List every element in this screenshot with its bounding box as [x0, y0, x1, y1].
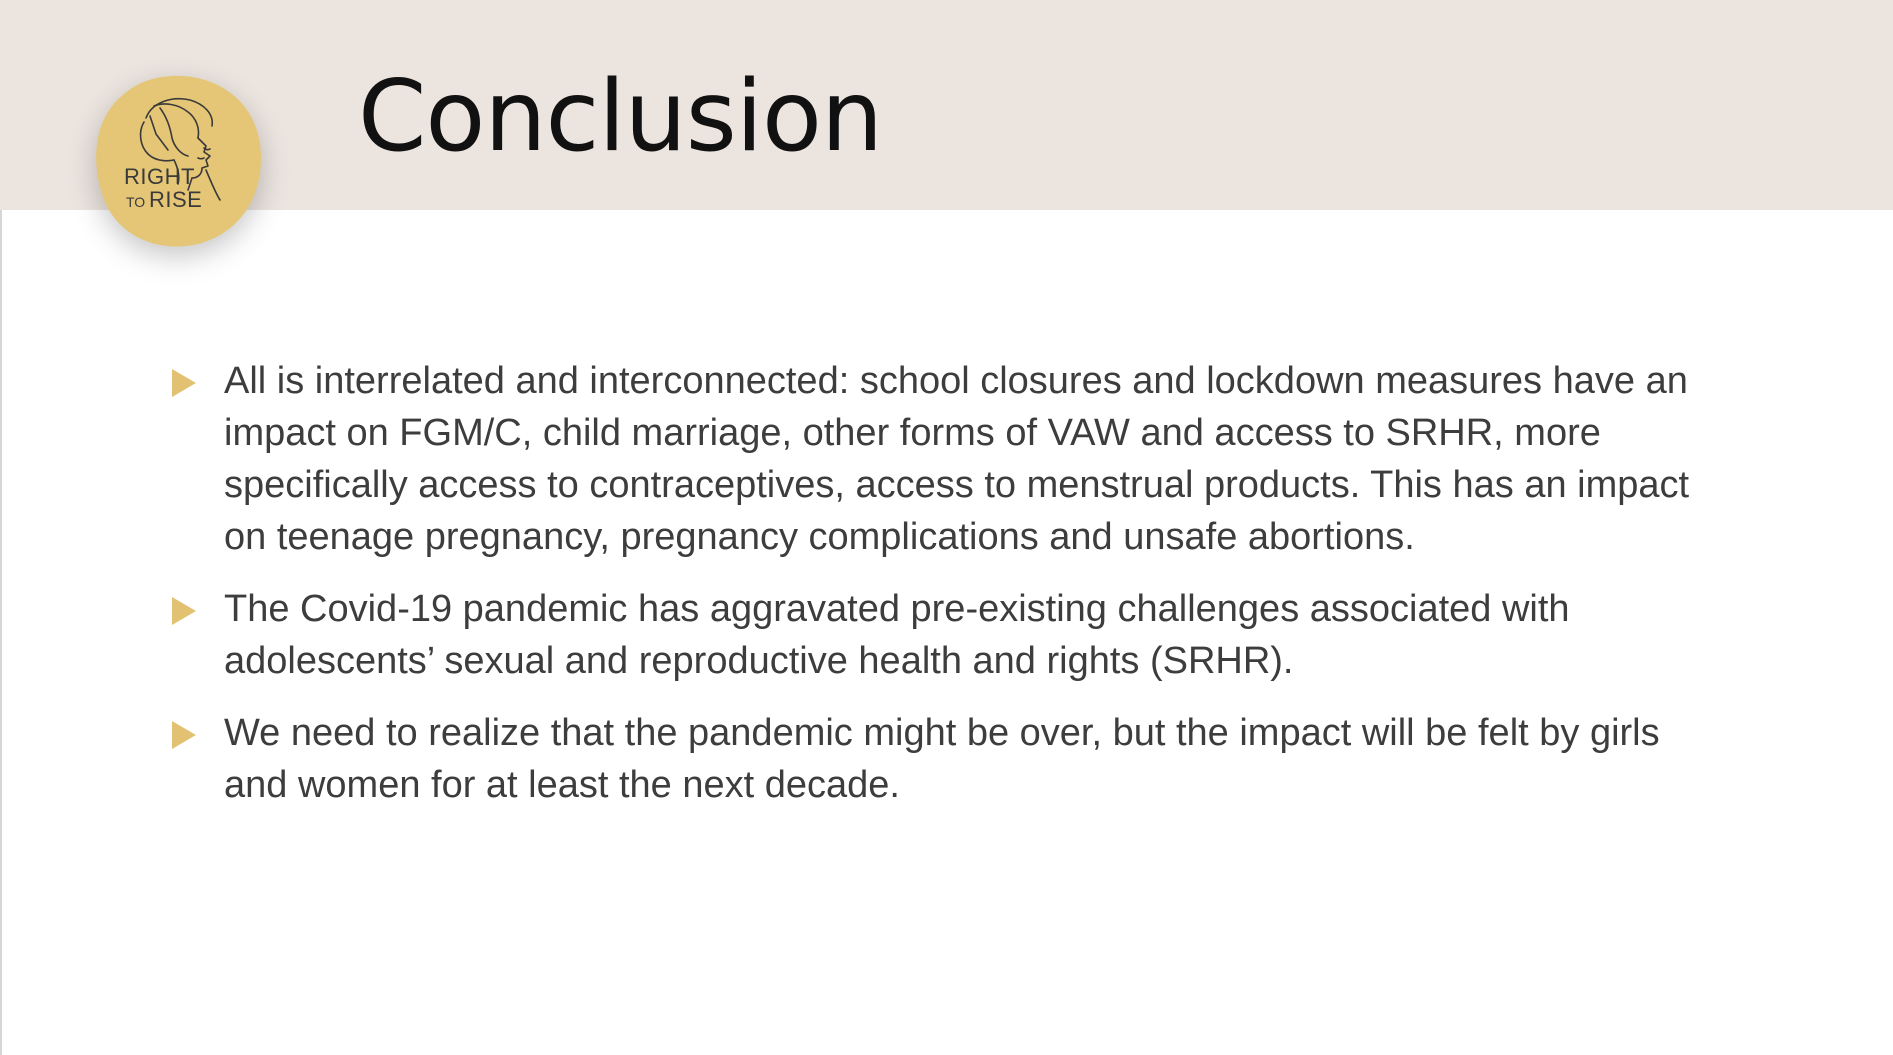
bullet-item-2 [168, 583, 1728, 687]
logo-blob [96, 76, 261, 247]
bullet-item-3 [168, 707, 1728, 811]
bullet-list [168, 355, 1728, 831]
logo-text-line2: RISE [149, 187, 203, 212]
logo-text-to: TO [126, 194, 146, 210]
triangle-bullet-icon [172, 721, 196, 749]
right-to-rise-logo [94, 72, 264, 250]
bullet-item-1 [168, 355, 1728, 563]
bullet-text: We need to realize that the pandemic might be over, but the impact will be felt by girls and women for at least the next decade. [224, 712, 1660, 806]
bullet-text: All is interrelated and interconnected: school closures and lockdown measures have an impact on FGM/C, child marriage, other forms of VAW and access to SRHR, more specifically access to contraceptives, access to menstrual products. This has an impact on teenage pregnancy, pregnancy complications and unsafe abortions. [224, 360, 1690, 558]
triangle-bullet-icon [172, 369, 196, 397]
logo-text-line1: RIGHT [124, 164, 195, 189]
slide-title: Conclusion [358, 60, 883, 174]
bullet-text: The Covid-19 pandemic has aggravated pre-existing challenges associated with adolescents’ sexual and reproductive health and rights (SRHR). [224, 588, 1570, 682]
triangle-bullet-icon [172, 597, 196, 625]
header-band [0, 0, 1893, 210]
